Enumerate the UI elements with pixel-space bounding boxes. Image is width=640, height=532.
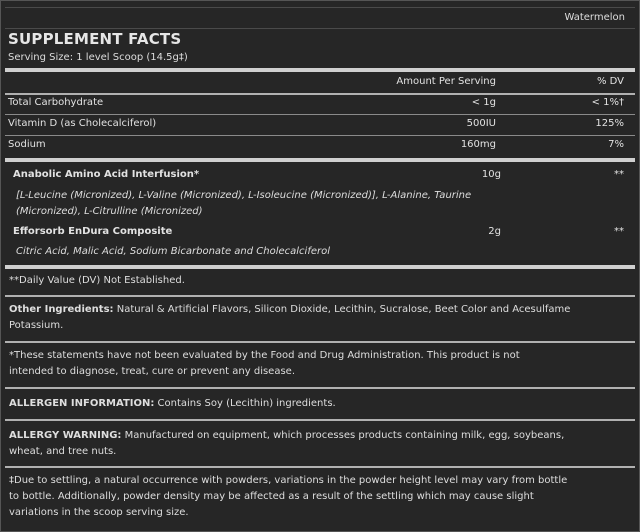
settling-note [9,473,625,521]
fda-line: *These statements have not been evaluated by the Food and Drug Administration. This product is not [9,350,520,361]
divider-thick [5,68,635,72]
other-ingredients [9,302,625,334]
nutrient-dv: 7% [608,139,624,150]
flavor-label: Watermelon [564,12,625,23]
nutrient-amount: 160mg [460,139,496,150]
blend-name: Efforsorb EnDura Composite [13,226,173,237]
divider [5,419,635,421]
nutrient-row [8,118,624,132]
blend-dv: ** [614,169,624,180]
nutrient-dv: 125% [595,118,624,129]
other-ingredients-label: Other Ingredients: [9,304,114,315]
settling-line: to bottle. Additionally, powder density may be affected as a result of the settling which may cause slight [9,491,534,502]
blend-name: Anabolic Amino Acid Interfusion* [13,169,200,180]
divider [5,135,635,136]
settling-line: ‡Due to settling, a natural occurrence with powders, variations in the powder height level may vary from bottle [9,475,568,486]
blend-row [13,226,624,240]
blend-amount: 10g [481,169,501,180]
flavor-bar [5,7,635,29]
amount-header: Amount Per Serving [396,76,496,87]
settling-line: variations in the scoop serving size. [9,507,189,518]
divider [5,341,635,343]
fda-disclaimer [9,348,625,380]
nutrient-amount: 500IU [466,118,496,129]
allergen-text: Contains Soy (Lecithin) ingredients. [154,398,336,409]
allergy-warning [9,428,625,460]
divider [5,387,635,389]
panel-title: SUPPLEMENT FACTS [8,30,182,48]
serving-size: Serving Size: 1 level Scoop (14.5g‡) [8,52,188,63]
allergen-information [9,396,625,412]
ingredients-line: (Micronized), L-Citrulline (Micronized) [16,206,203,217]
nutrient-name: Total Carbohydrate [8,97,104,108]
divider [5,114,635,115]
divider [5,295,635,297]
allergy-warning-text: wheat, and tree nuts. [9,446,117,457]
nutrient-name: Sodium [8,139,46,150]
other-ingredients-text: Natural & Artificial Flavors, Silicon Dioxide, Lecithin, Sucralose, Beet Color and Acesulfame [113,304,571,315]
ingredients-line: Citric Acid, Malic Acid, Sodium Bicarbonate and Cholecalciferol [16,246,331,257]
column-headers [8,76,624,90]
blend-ingredients [16,188,632,220]
ingredients-line: [L-Leucine (Micronized), L-Valine (Micronized), L-Isoleucine (Micronized)], L-Alanine, Taurine [16,190,472,201]
nutrient-row [8,97,624,111]
blend-dv: ** [614,226,624,237]
fda-line: intended to diagnose, treat, cure or prevent any disease. [9,366,296,377]
divider-thick [5,158,635,162]
divider [5,93,635,95]
divider [5,466,635,468]
nutrient-amount: < 1g [471,97,496,108]
blend-row [13,169,624,183]
nutrient-name: Vitamin D (as Cholecalciferol) [8,118,157,129]
nutrient-row [8,139,624,153]
allergy-warning-label: ALLERGY WARNING: [9,430,122,441]
blend-amount: 2g [488,226,501,237]
allergen-label: ALLERGEN INFORMATION: [9,398,155,409]
allergy-warning-text: Manufactured on equipment, which processes products containing milk, egg, soybeans, [121,430,565,441]
divider-thick [5,265,635,269]
dv-note: **Daily Value (DV) Not Established. [9,275,185,286]
nutrient-dv: < 1%† [591,97,624,108]
blend-ingredients [16,244,632,260]
dv-header: % DV [596,76,624,87]
other-ingredients-text: Potassium. [9,320,64,331]
